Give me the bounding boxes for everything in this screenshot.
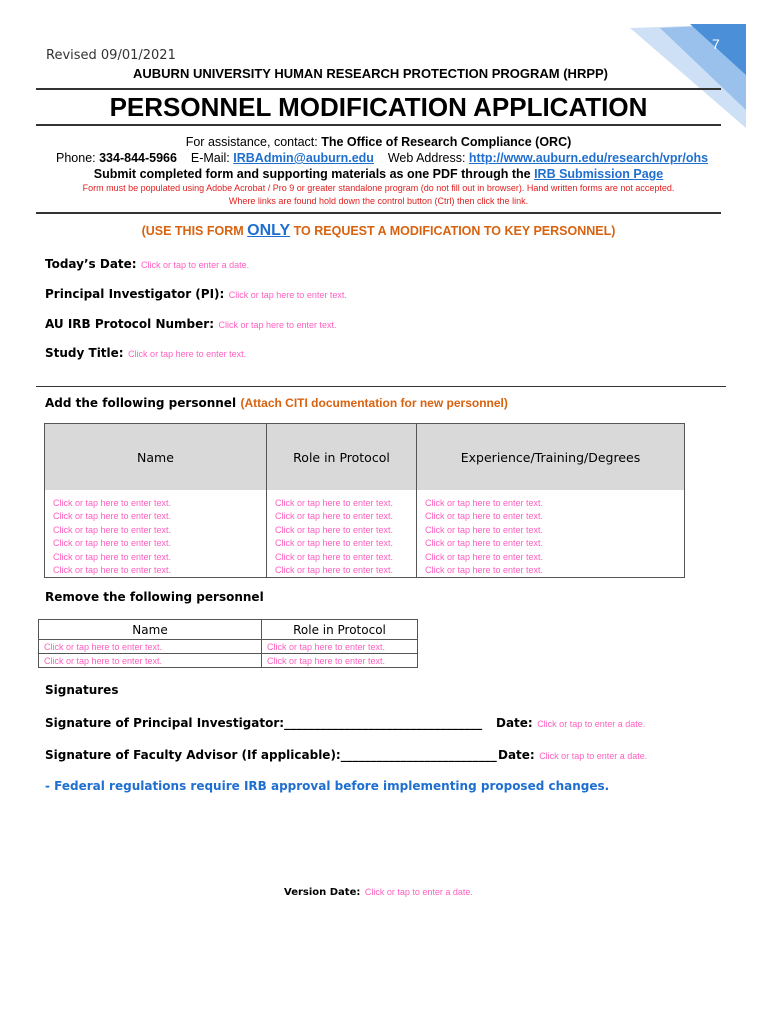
irb-submission-link[interactable]: IRB Submission Page — [534, 167, 664, 181]
pi-row — [45, 285, 347, 303]
signatures-heading: Signatures — [45, 683, 119, 697]
study-title-field[interactable]: Click or tap here to enter text. — [128, 349, 247, 359]
fa-signature-line[interactable]: Signature of Faculty Advisor (If applicable):__________________________ — [45, 748, 497, 762]
add-exp-cell[interactable]: Click or tap here to enter text. — [425, 565, 544, 576]
add-exp-cell[interactable]: Click or tap here to enter text. — [425, 524, 544, 535]
contact-rule — [36, 212, 721, 214]
email-label: E-Mail: — [190, 151, 230, 165]
add-role-cell[interactable]: Click or tap here to enter text. — [267, 510, 417, 524]
submit-text: Submit completed form and supporting materials as one PDF through the — [93, 167, 531, 181]
web-link[interactable]: http://www.auburn.edu/research/vpr/ohs — [468, 151, 709, 165]
add-note: (Attach CITI documentation for new personnel) — [240, 396, 508, 410]
version-row — [284, 882, 473, 900]
instruction-only: ONLY — [247, 222, 291, 239]
program-title: AUBURN UNIVERSITY HUMAN RESEARCH PROTECTION PROGRAM (HRPP) — [133, 66, 609, 81]
federal-note: - Federal regulations require IRB approval before implementing proposed changes. — [45, 779, 610, 793]
instruction-post: TO REQUEST A MODIFICATION TO KEY PERSONNEL) — [293, 224, 616, 238]
form-note-2: Where links are found hold down the control button (Ctrl) then click the link. — [228, 196, 529, 206]
protocol-row — [45, 315, 337, 333]
fa-date-label: Date: — [498, 748, 535, 762]
add-role-cell[interactable]: Click or tap here to enter text. — [267, 537, 417, 551]
todays-date-label: Today’s Date: — [45, 257, 137, 271]
email-link[interactable]: IRBAdmin@auburn.edu — [233, 151, 374, 165]
remove-role-cell[interactable]: Click or tap here to enter text. — [262, 654, 418, 668]
table-row — [45, 564, 685, 578]
form-note-1: Form must be populated using Adobe Acrobat / Pro 9 or greater standalone program (do not fill out in browser). Hand written forms are not accepted. — [82, 183, 675, 193]
remove-name-cell[interactable]: Click or tap here to enter text. — [39, 640, 262, 654]
table-row — [45, 550, 685, 564]
instruction-line — [36, 222, 721, 240]
add-name-cell[interactable]: Click or tap here to enter text. — [45, 490, 267, 510]
pi-date-field[interactable]: Click or tap to enter a date. — [537, 719, 646, 729]
add-exp-cell[interactable]: Click or tap here to enter text. — [425, 538, 544, 549]
pi-label: Principal Investigator (PI): — [45, 287, 225, 301]
instruction-pre: (USE THIS FORM — [141, 224, 244, 238]
assistance-line — [36, 135, 721, 149]
todays-date-field[interactable]: Click or tap to enter a date. — [141, 260, 250, 270]
add-name-cell[interactable]: Click or tap here to enter text. — [45, 550, 267, 564]
version-date-field[interactable]: Click or tap to enter a date. — [364, 887, 473, 897]
add-role-cell[interactable]: Click or tap here to enter text. — [267, 564, 417, 578]
table-row — [45, 537, 685, 551]
table-row — [45, 510, 685, 524]
study-title-label: Study Title: — [45, 346, 124, 360]
web-label: Web Address: — [387, 151, 466, 165]
add-name-cell[interactable]: Click or tap here to enter text. — [45, 523, 267, 537]
phone-label: Phone: — [56, 151, 96, 165]
header-rule-bottom — [36, 124, 721, 126]
pi-date-row — [496, 714, 645, 732]
fa-date-field[interactable]: Click or tap to enter a date. — [539, 751, 648, 761]
add-role-cell[interactable]: Click or tap here to enter text. — [267, 550, 417, 564]
remove-heading: Remove the following personnel — [45, 590, 264, 604]
protocol-label: AU IRB Protocol Number: — [45, 317, 214, 331]
add-col-experience: Experience/Training/Degrees — [417, 424, 685, 491]
phone-number: 334-844-5966 — [99, 151, 177, 165]
pi-signature-line[interactable]: Signature of Principal Investigator:_________________________________ — [45, 716, 483, 730]
pi-date-label: Date: — [496, 716, 533, 730]
add-exp-cell[interactable]: Click or tap here to enter text. — [425, 511, 544, 522]
version-label: Version Date: — [284, 887, 361, 898]
remove-name-cell[interactable]: Click or tap here to enter text. — [39, 654, 262, 668]
remove-col-name: Name — [39, 620, 262, 640]
todays-date-row — [45, 255, 249, 273]
add-name-cell[interactable]: Click or tap here to enter text. — [45, 537, 267, 551]
add-col-name: Name — [45, 424, 267, 491]
assist-org: The Office of Research Compliance (ORC) — [321, 135, 572, 149]
remove-personnel-table — [38, 619, 418, 668]
add-col-role: Role in Protocol — [267, 424, 417, 491]
remove-role-cell[interactable]: Click or tap here to enter text. — [262, 640, 418, 654]
page-title: PERSONNEL MODIFICATION APPLICATION — [109, 92, 648, 122]
study-title-row — [45, 344, 246, 362]
add-exp-cell[interactable]: Click or tap here to enter text. — [425, 551, 544, 562]
fa-signature-row — [45, 746, 497, 764]
add-role-cell[interactable]: Click or tap here to enter text. — [267, 490, 417, 510]
assist-prefix: For assistance, contact: — [185, 135, 318, 149]
pi-signature-row — [45, 714, 482, 732]
fa-date-row — [498, 746, 647, 764]
protocol-field[interactable]: Click or tap here to enter text. — [218, 320, 337, 330]
header-rule-top — [36, 88, 721, 90]
add-name-cell[interactable]: Click or tap here to enter text. — [45, 564, 267, 578]
add-heading-row — [45, 394, 508, 412]
add-personnel-table — [44, 423, 685, 578]
revised-date: Revised 09/01/2021 — [46, 48, 176, 63]
contact-line — [56, 151, 708, 165]
page-number: 7 — [712, 36, 720, 52]
table-row — [45, 490, 685, 510]
table-row — [45, 523, 685, 537]
add-exp-cell[interactable]: Click or tap here to enter text. — [425, 497, 544, 508]
add-role-cell[interactable]: Click or tap here to enter text. — [267, 523, 417, 537]
table-row — [39, 654, 418, 668]
add-name-cell[interactable]: Click or tap here to enter text. — [45, 510, 267, 524]
submit-line — [36, 167, 721, 181]
table-row — [39, 640, 418, 654]
remove-col-role: Role in Protocol — [262, 620, 418, 640]
section-rule — [36, 386, 726, 387]
add-heading: Add the following personnel — [45, 396, 237, 410]
pi-field[interactable]: Click or tap here to enter text. — [228, 290, 347, 300]
